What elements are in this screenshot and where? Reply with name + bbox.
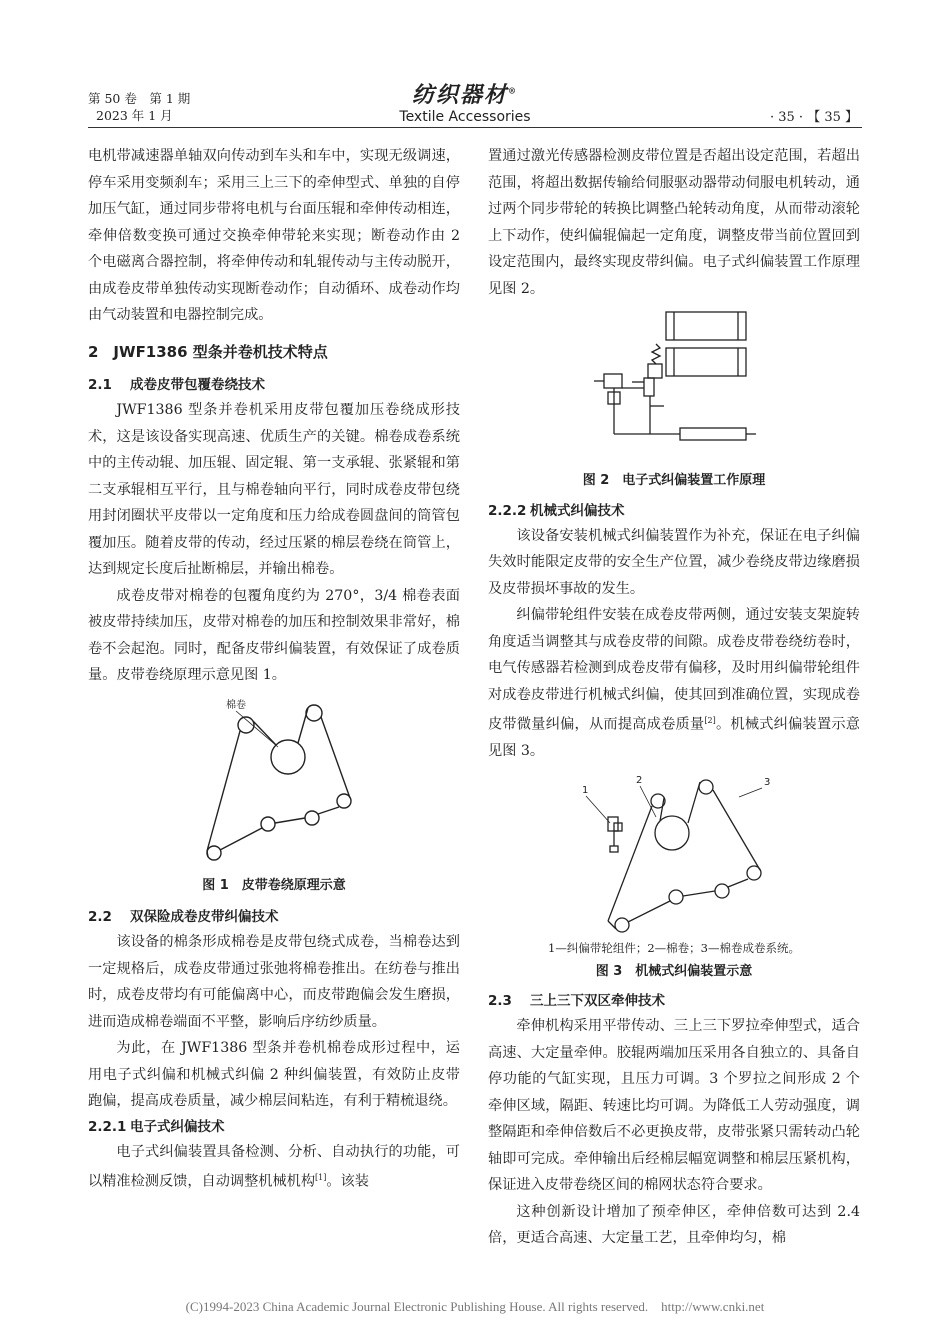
citation: [1] bbox=[315, 1173, 327, 1182]
figure-3-mechanical-correction bbox=[564, 771, 784, 939]
paragraph: 该设备的棉条形成棉卷是皮带包绕式成卷，当棉卷达到一定规格后，成卷皮带通过张弛将棉卷推出。在纺卷与推出时，成卷皮带均有可能偏离中心，而皮带跑偏会发生磨损，进而造成棉卷端面不平整，影响后序纺纱质量。 bbox=[88, 934, 460, 1030]
fig1-label: 棉卷 bbox=[226, 699, 246, 711]
fig3-marker-2: 2 bbox=[636, 774, 643, 786]
journal-english-name: Textile Accessories bbox=[399, 109, 531, 125]
section-heading-2: 2 JWF1386 型条并卷机技术特点 bbox=[88, 342, 328, 361]
paragraph: 为此，在 JWF1386 型条并卷机棉卷成形过程中，运用电子式纠偏和机械式纠偏 2 种纠偏装置，有效防止皮带跑偏，提高成卷质量，减少棉层间粘连，有利于精梳退绕。 bbox=[88, 1040, 460, 1109]
section-heading-2-2-2: 2.2.2 机械式纠偏技术 bbox=[488, 502, 625, 519]
header-left bbox=[88, 90, 190, 124]
paragraph: 牵伸机构采用平带传动、三上三下罗拉牵伸型式，适合高速、大定量牵伸。胶辊两端加压采用各自独立的、具备自停功能的气缸实现，且压力可调。3 个罗拉之间形成 2 个牵伸区域，隔距、转速比均可调。为降低工人劳动强度，调整隔距和牵伸倍数后不必更换皮带，皮带张紧只需转动凸轮轴即可完成。牵伸输出后经棉层幅宽调整和棉层压紧机构，保证进入皮带卷绕区间的棉网状态符合要求。 bbox=[488, 1018, 860, 1194]
figure-3-legend: 1—纠偏带轮组件；2—棉卷；3—棉卷成卷系统。 bbox=[548, 940, 800, 955]
section-heading-2-1: 2.1 成卷皮带包覆卷绕技术 bbox=[88, 377, 265, 393]
right-column bbox=[488, 143, 860, 1252]
figure-2-electronic-correction bbox=[584, 306, 764, 466]
figure-2-caption: 图 2 电子式纠偏装置工作原理 bbox=[582, 473, 766, 488]
journal-masthead bbox=[360, 78, 570, 125]
header-rule bbox=[88, 127, 862, 128]
paragraph: 电机带减速器单轴双向传动到车头和车中，实现无级调速，停车采用变频刹车；采用三上三下的牵伸型式、单独的自停加压气缸，通过同步带将电机与台面压辊和牵伸传动相连，牵伸倍数变换可通过交换牵伸带轮来实现；断卷动作由 2 个电磁离合器控制，将牵伸传动和轧辊传动与主传动脱开，由成卷皮带单独传动实现断卷动作；自动循环、成卷动作均由气动装置和电器控制完成。 bbox=[88, 148, 460, 323]
issue-date: 2023 年 1 月 bbox=[96, 108, 173, 123]
volume-issue: 第 50 卷 第 1 期 bbox=[88, 91, 191, 106]
paragraph: 纠偏带轮组件安装在成卷皮带两侧，通过安装支架旋转角度适当调整其与成卷皮带的间隙。成卷皮带卷绕纺卷时，电气传感器若检测到成卷皮带有偏移，及时用纠偏带轮组件对成卷皮带进行机械式纠偏，使其回到准确位置，实现成卷皮带微量纠偏，从而提高成卷质量[2]。机械式纠偏装置示意见图 3。 bbox=[488, 607, 860, 760]
paragraph: 置通过激光传感器检测皮带位置是否超出设定范围，若超出范围，将超出数据传输给伺服驱动器带动伺服电机转动，通过两个同步带轮的转换比调整凸轮转动角度，从而带动滚轮上下动作，使纠偏辊偏起一定角度，调整皮带当前位置回到设定范围内，最终实现皮带纠偏。电子式纠偏装置工作原理见图 2。 bbox=[488, 148, 860, 297]
figure-1-caption: 图 1 皮带卷绕原理示意 bbox=[202, 877, 346, 893]
paragraph: 成卷皮带对棉卷的包覆角度约为 270°，3/4 棉卷表面被皮带持续加压，皮带对棉卷的加压和控制效果非常好，棉卷不会起泡。同时，配备皮带纠偏装置，有效保证了成卷质量。皮带卷绕原理示意见图 1。 bbox=[88, 587, 460, 683]
section-heading-2-2: 2.2 双保险成卷皮带纠偏技术 bbox=[88, 909, 279, 925]
paragraph: 电子式纠偏装置具备检测、分析、自动执行的功能，可以精准检测反馈，自动调整机械机构[1]。该装 bbox=[88, 1143, 460, 1190]
journal-logo: 纺织器材® bbox=[411, 82, 518, 108]
citation: [2] bbox=[704, 716, 716, 725]
figure-1-belt-winding bbox=[184, 695, 364, 867]
left-column bbox=[88, 143, 460, 1195]
paragraph: 该设备安装机械式纠偏装置作为补充，保证在电子纠偏失效时能限定皮带的安全生产位置，减少卷绕皮带边缘磨损及皮带损坏事故的发生。 bbox=[488, 527, 860, 597]
fig3-marker-1: 1 bbox=[582, 784, 589, 796]
page-number: · 35 · 【 35 】 bbox=[769, 110, 858, 125]
copyright-footer: (C)1994-2023 China Academic Journal Electronic Publishing House. All rights reserved. http://www.cnki.net bbox=[185, 1299, 765, 1314]
section-heading-2-2-1: 2.2.1 电子式纠偏技术 bbox=[88, 1118, 225, 1135]
section-heading-2-3: 2.3 三上三下双区牵伸技术 bbox=[488, 993, 665, 1010]
fig3-marker-3: 3 bbox=[764, 776, 771, 788]
paragraph: 这种创新设计增加了预牵伸区，牵伸倍数可达到 2.4 倍，更适合高速、大定量工艺，且牵伸均匀，棉 bbox=[488, 1203, 860, 1247]
figure-3-caption: 图 3 机械式纠偏装置示意 bbox=[595, 963, 753, 979]
paragraph: JWF1386 型条并卷机采用皮带包覆加压卷绕成形技术，这是该设备实现高速、优质生产的关键。棉卷成卷系统中的主传动辊、加压辊、固定辊、第一支承辊、张紧辊和第二支承辊相互平行，且与棉卷轴向平行，同时成卷皮带包绕用封闭圈状平皮带以一定角度和压力给成卷圆盘间的筒管包覆加压。随着皮带的传动，经过压紧的棉层卷绕在筒管上，达到规定长度后扯断棉层，并输出棉卷。 bbox=[88, 402, 460, 577]
